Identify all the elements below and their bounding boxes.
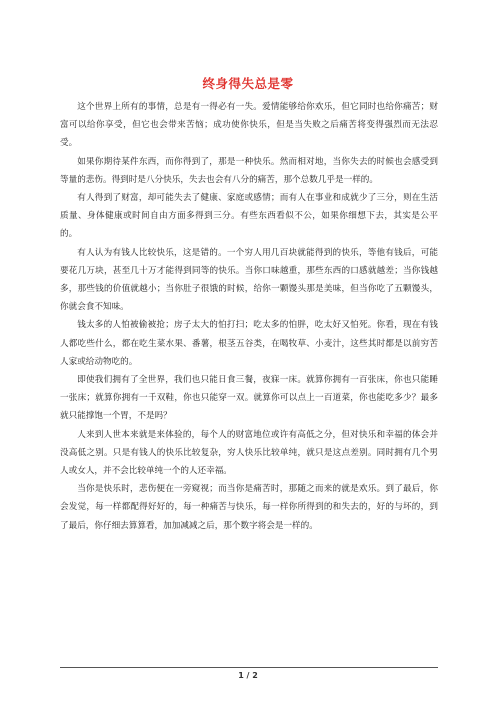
paragraph: 如果你期待某件东西，而你得到了，那是一种快乐。然而相对地，当你失去的时候也会感受到等量的悲伤。得到时是八分快乐，失去也会有八分的痛苦，那个总数几乎是一样的。: [60, 156, 438, 185]
paragraph: 即使我们拥有了全世界，我们也只能日食三餐，夜寐一床。就算你拥有一百张床，你也只能睡一张床；就算你拥有一千双鞋，你也只能穿一双。就算你可以点上一百道菜，你也能吃多少？最多就只能撑饱一个胃，不是吗？: [60, 375, 438, 422]
paragraph: 有人得到了财富，却可能失去了健康、家庭或感情；而有人在事业和成就少了三分，则在生活质量、身体健康或时间自由方面多得到三分。有些东西看似不公，如果你细想下去，其实是公平的。: [60, 193, 438, 240]
document-body: [60, 98, 438, 535]
document-title: 终身得失总是零: [202, 76, 294, 91]
paragraph: 当你是快乐时，悲伤便在一旁窥视；而当你是痛苦时，那随之而来的就是欢乐。到了最后，你会发觉，每一样都配得好好的，每一种痛苦与快乐，每一样你所得到的和失去的，好的与坏的，到了最后，你仔细去算算看，加加减减之后，那个数字将会是一样的。: [60, 484, 438, 531]
paragraph: 钱太多的人怕被偷被抢；房子太大的怕打扫；吃太多的怕胖，吃太好又怕死。你看，现在有钱人都吃些什么，都在吃生菜水果、番薯，根茎五谷类，在喝牧草、小麦汁，这些其时都是以前穷苦人家或给动物吃的。: [60, 320, 438, 367]
paragraph: 有人认为有钱人比较快乐，这是错的。一个穷人用几百块就能得到的快乐，等他有钱后，可能要花几万块，甚至几十万才能得到同等的快乐。当你口味越重，那些东西的口感就越差；当你钱越多，那些钱的价值就越小；当你肚子很饿的时候，给你一颗馒头那是美味，但当你吃了五颗馒头，你就会食不知味。: [60, 247, 438, 313]
paragraph: 这个世界上所有的事情，总是有一得必有一失。爱情能够给你欢乐，但它同时也给你痛苦；财富可以给你享受，但它也会带来苦恼；成功使你快乐，但是当失败之后痛苦将变得强烈而无法忍受。: [60, 102, 438, 149]
paragraph: 人来到人世本来就是来体验的，每个人的财富地位或许有高低之分，但对快乐和幸福的体会并没高低之别。只是有钱人的快乐比较复杂，穷人快乐比较单纯，就只是这点差别。同时拥有几个男人或女人，并不会比较单纯一个的人还幸福。: [60, 429, 438, 477]
footer-divider: [60, 667, 438, 668]
page-number: 1 / 2: [238, 671, 258, 680]
